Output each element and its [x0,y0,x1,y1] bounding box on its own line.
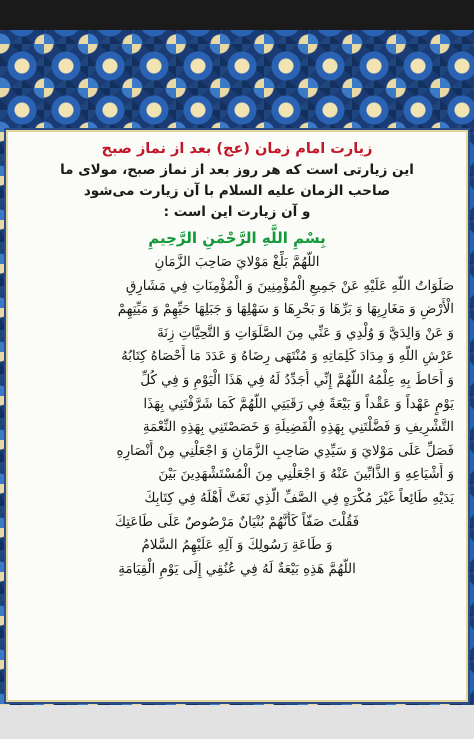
intro-line: و آن زیارت این است : [163,204,311,220]
prayer-line: فَصَلِّ عَلَى مَوْلايَ وَ سَيِّدِي صَاحِبِ الزَّمَانِ وَ اجْعَلْنِي مِنْ أَنْصَارِهِ [116,443,454,459]
intro-block [20,138,454,223]
prayer-text [20,251,454,581]
basmala: بِسْمِ اللَّهِ الرَّحْمَنِ الرَّحِيمِ [148,229,326,247]
text-panel [6,130,468,702]
prayer-line: وَ أَشْيَاعِهِ وَ الذَّابِّينَ عَنْهُ وَ اجْعَلْنِي مِنَ الْمُسْتَشْهَدِينَ بَيْنَ [158,467,454,483]
prayer-line: صَلَوَاتُ اللَّهِ عَلَيْهِ عَنْ جَمِيعِ الْمُؤْمِنِينَ وَ الْمُؤْمِنَاتِ فِي مَشَارِقِ [125,278,454,294]
prayer-line: التَّشْرِيفِ وَ فَضَّلْتَنِي بِهَذِهِ الْفَضِيلَةِ وَ خَصَصْتَنِي بِهَذِهِ النِّعْمَةِ [142,420,454,436]
prayer-line: وَ طَاعَةِ رَسُولِكَ وَ آلِهِ عَلَيْهِمُ السَّلامُ [141,538,333,554]
intro-line: صاحب الزمان علیه السلام با آن زیارت می‌شود [83,183,391,199]
prayer-line: يَوْمٍ عَهْداً وَ عَقْداً وَ بَيْعَةً فِي رَقَبَتِي اللَّهُمَّ كَمَا شَرَّفْتَنِي بِهَذَا [143,396,454,412]
prayer-line: يَدَيْهِ طَائِعاً غَيْرَ مُكْرَهٍ فِي الصَّفِّ الَّذِي نَعَتَّ أَهْلَهُ فِي كِتَابِكَ [144,490,454,506]
prayer-line: وَ أَحَاطَ بِهِ عِلْمُهُ اللَّهُمَّ إِنِّي أُجَدِّدُ لَهُ فِي هَذَا الْيَوْمِ وَ فِي كُلِّ [140,372,454,388]
top-frame-bar [0,0,474,30]
page-title: زیارت امام زمان (عج) بعد از نماز صبح [101,141,373,157]
prayer-line: فَقُلْتَ صَفّاً كَأَنَّهُمْ بُنْيَانٌ مَرْصُوصٌ عَلَى طَاعَتِكَ [114,514,360,530]
bottom-frame-bar [0,705,474,739]
prayer-line: الْأَرْضِ وَ مَغَارِبِهَا وَ بَرِّهَا وَ بَحْرِهَا وَ سَهْلِهَا وَ جَبَلِهَا حَيِّهِمْ وَ مَيِّتِهِمْ [117,302,454,318]
prayer-line: عَرْشِ اللَّهِ وَ مِدَادَ كَلِمَاتِهِ وَ مُنْتَهَى رِضَاهُ وَ عَدَدَ مَا أَحْصَاهُ كِتَابُهُ [121,349,454,365]
intro-line: این زیارتی است که هر روز بعد از نماز صبح، مولای ما [60,162,414,178]
prayer-line: وَ عَنْ وَالِدَيَّ وَ وُلْدِي وَ عَنِّي مِنَ الصَّلَوَاتِ وَ التَّحِيَّاتِ زِنَةَ [157,325,454,341]
prayer-line: اللَّهُمَّ هَذِهِ بَيْعَةٌ لَهُ فِي عُنُقِي إِلَى يَوْمِ الْقِيَامَةِ [118,561,356,577]
prayer-line: اللَّهُمَّ بَلِّغْ مَوْلايَ صَاحِبَ الزَّمَانِ [154,255,320,270]
